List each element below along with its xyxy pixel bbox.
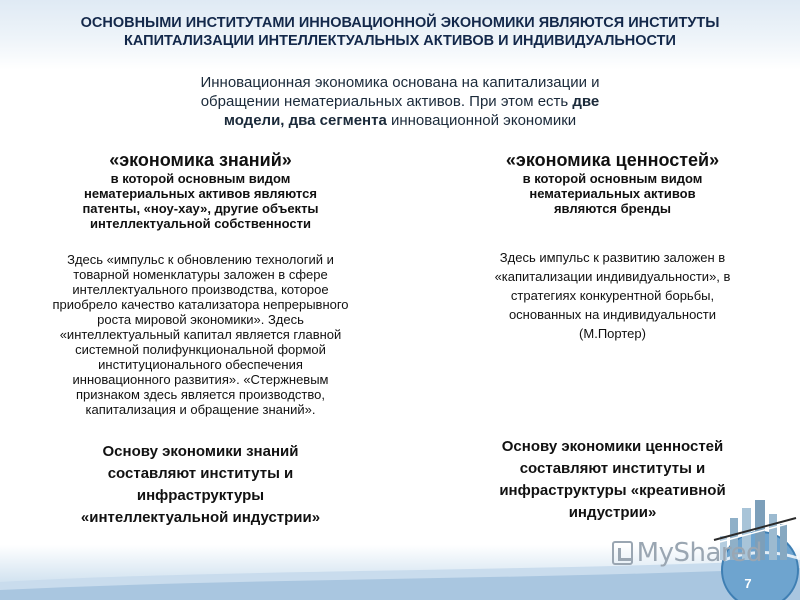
right-sub-line: являются бренды [553, 201, 672, 216]
right-sub-line: нематериальных активов [529, 186, 696, 201]
right-basis-line: составляют институты и [519, 460, 706, 477]
right-para-line: (М.Портер) [579, 326, 646, 341]
intro-line-2 [150, 92, 650, 111]
left-para-line: системной полифункциональной формой [75, 342, 326, 357]
right-basis-line: инфраструктуры «креативной [499, 482, 726, 499]
right-heading: «экономика ценностей» [505, 150, 720, 170]
left-para-line: капитализация и обращение знаний». [85, 402, 316, 417]
logo-text: MyShared [636, 538, 762, 568]
left-para-line: инновационного развития». «Стержневым [72, 372, 329, 387]
left-paragraph [28, 252, 373, 417]
right-column [440, 150, 785, 216]
left-heading: «экономика знаний» [109, 150, 292, 170]
intro-line-3 [150, 111, 650, 130]
myshared-logo [612, 536, 762, 570]
left-basis-line: «интеллектуальной индустрии» [80, 509, 321, 526]
left-para-line: интеллектуального производства, которое [72, 282, 329, 297]
title-line-1: ОСНОВНЫМИ ИНСТИТУТАМИ ИННОВАЦИОННОЙ ЭКОНОМИКИ ЯВЛЯЮТСЯ ИНСТИТУТЫ [80, 15, 720, 31]
left-basis-line: инфраструктуры [136, 487, 265, 504]
right-basis-line: индустрии» [568, 504, 657, 521]
left-sub-line: интеллектуальной собственности [90, 216, 311, 231]
intro-line-3-plain: инновационной экономики [390, 112, 577, 129]
intro-line-1: Инновационная экономика основана на капитализации и [200, 74, 600, 91]
right-basis-line: Основу экономики ценностей [501, 438, 724, 455]
left-column [28, 150, 373, 231]
left-basis-line: составляют институты и [107, 465, 294, 482]
left-sub-line: в которой основным видом [110, 171, 291, 186]
title-line-2: КАПИТАЛИЗАЦИИ ИНТЕЛЛЕКТУАЛЬНЫХ АКТИВОВ И ИНДИВИДУАЛЬНОСТИ [124, 33, 676, 49]
left-para-line: приобрело качество катализатора непрерывного [52, 297, 349, 312]
presentation-icon [612, 541, 633, 565]
intro-line-2-bold: две [572, 93, 600, 110]
left-basis [28, 441, 373, 529]
left-sub-line: патенты, «ноу-хау», другие объекты [82, 201, 319, 216]
left-para-line: товарной номенклатуры заложен в сфере [73, 267, 328, 282]
left-para-line: институционального обеспечения [98, 357, 303, 372]
left-subtitle [28, 171, 373, 231]
right-para-line: стратегиях конкурентной борьбы, [510, 288, 715, 303]
right-para-line: основанных на индивидуальности [508, 307, 717, 322]
left-para-line: признаком здесь является производство, [76, 387, 325, 402]
right-paragraph [440, 248, 785, 343]
left-para-line: «интеллектуальный капитал является главной [59, 327, 342, 342]
page-number: 7 [744, 576, 752, 591]
right-para-line: Здесь импульс к развитию заложен в [499, 250, 726, 265]
right-para-line: «капитализации индивидуальности», в [494, 269, 731, 284]
page-title [0, 14, 800, 50]
right-subtitle [440, 171, 785, 216]
left-para-line: роста мировой экономики». Здесь [97, 312, 304, 327]
left-sub-line: нематериальных активов являются [84, 186, 317, 201]
left-basis-line: Основу экономики знаний [102, 443, 299, 460]
right-sub-line: в которой основным видом [522, 171, 703, 186]
left-para-line: Здесь «импульс к обновлению технологий и [67, 252, 334, 267]
intro-line-3-bold: модели, два сегмента [223, 112, 387, 129]
intro-line-2-plain: обращении нематериальных активов. При этом есть [200, 93, 569, 110]
intro-text [150, 73, 650, 130]
